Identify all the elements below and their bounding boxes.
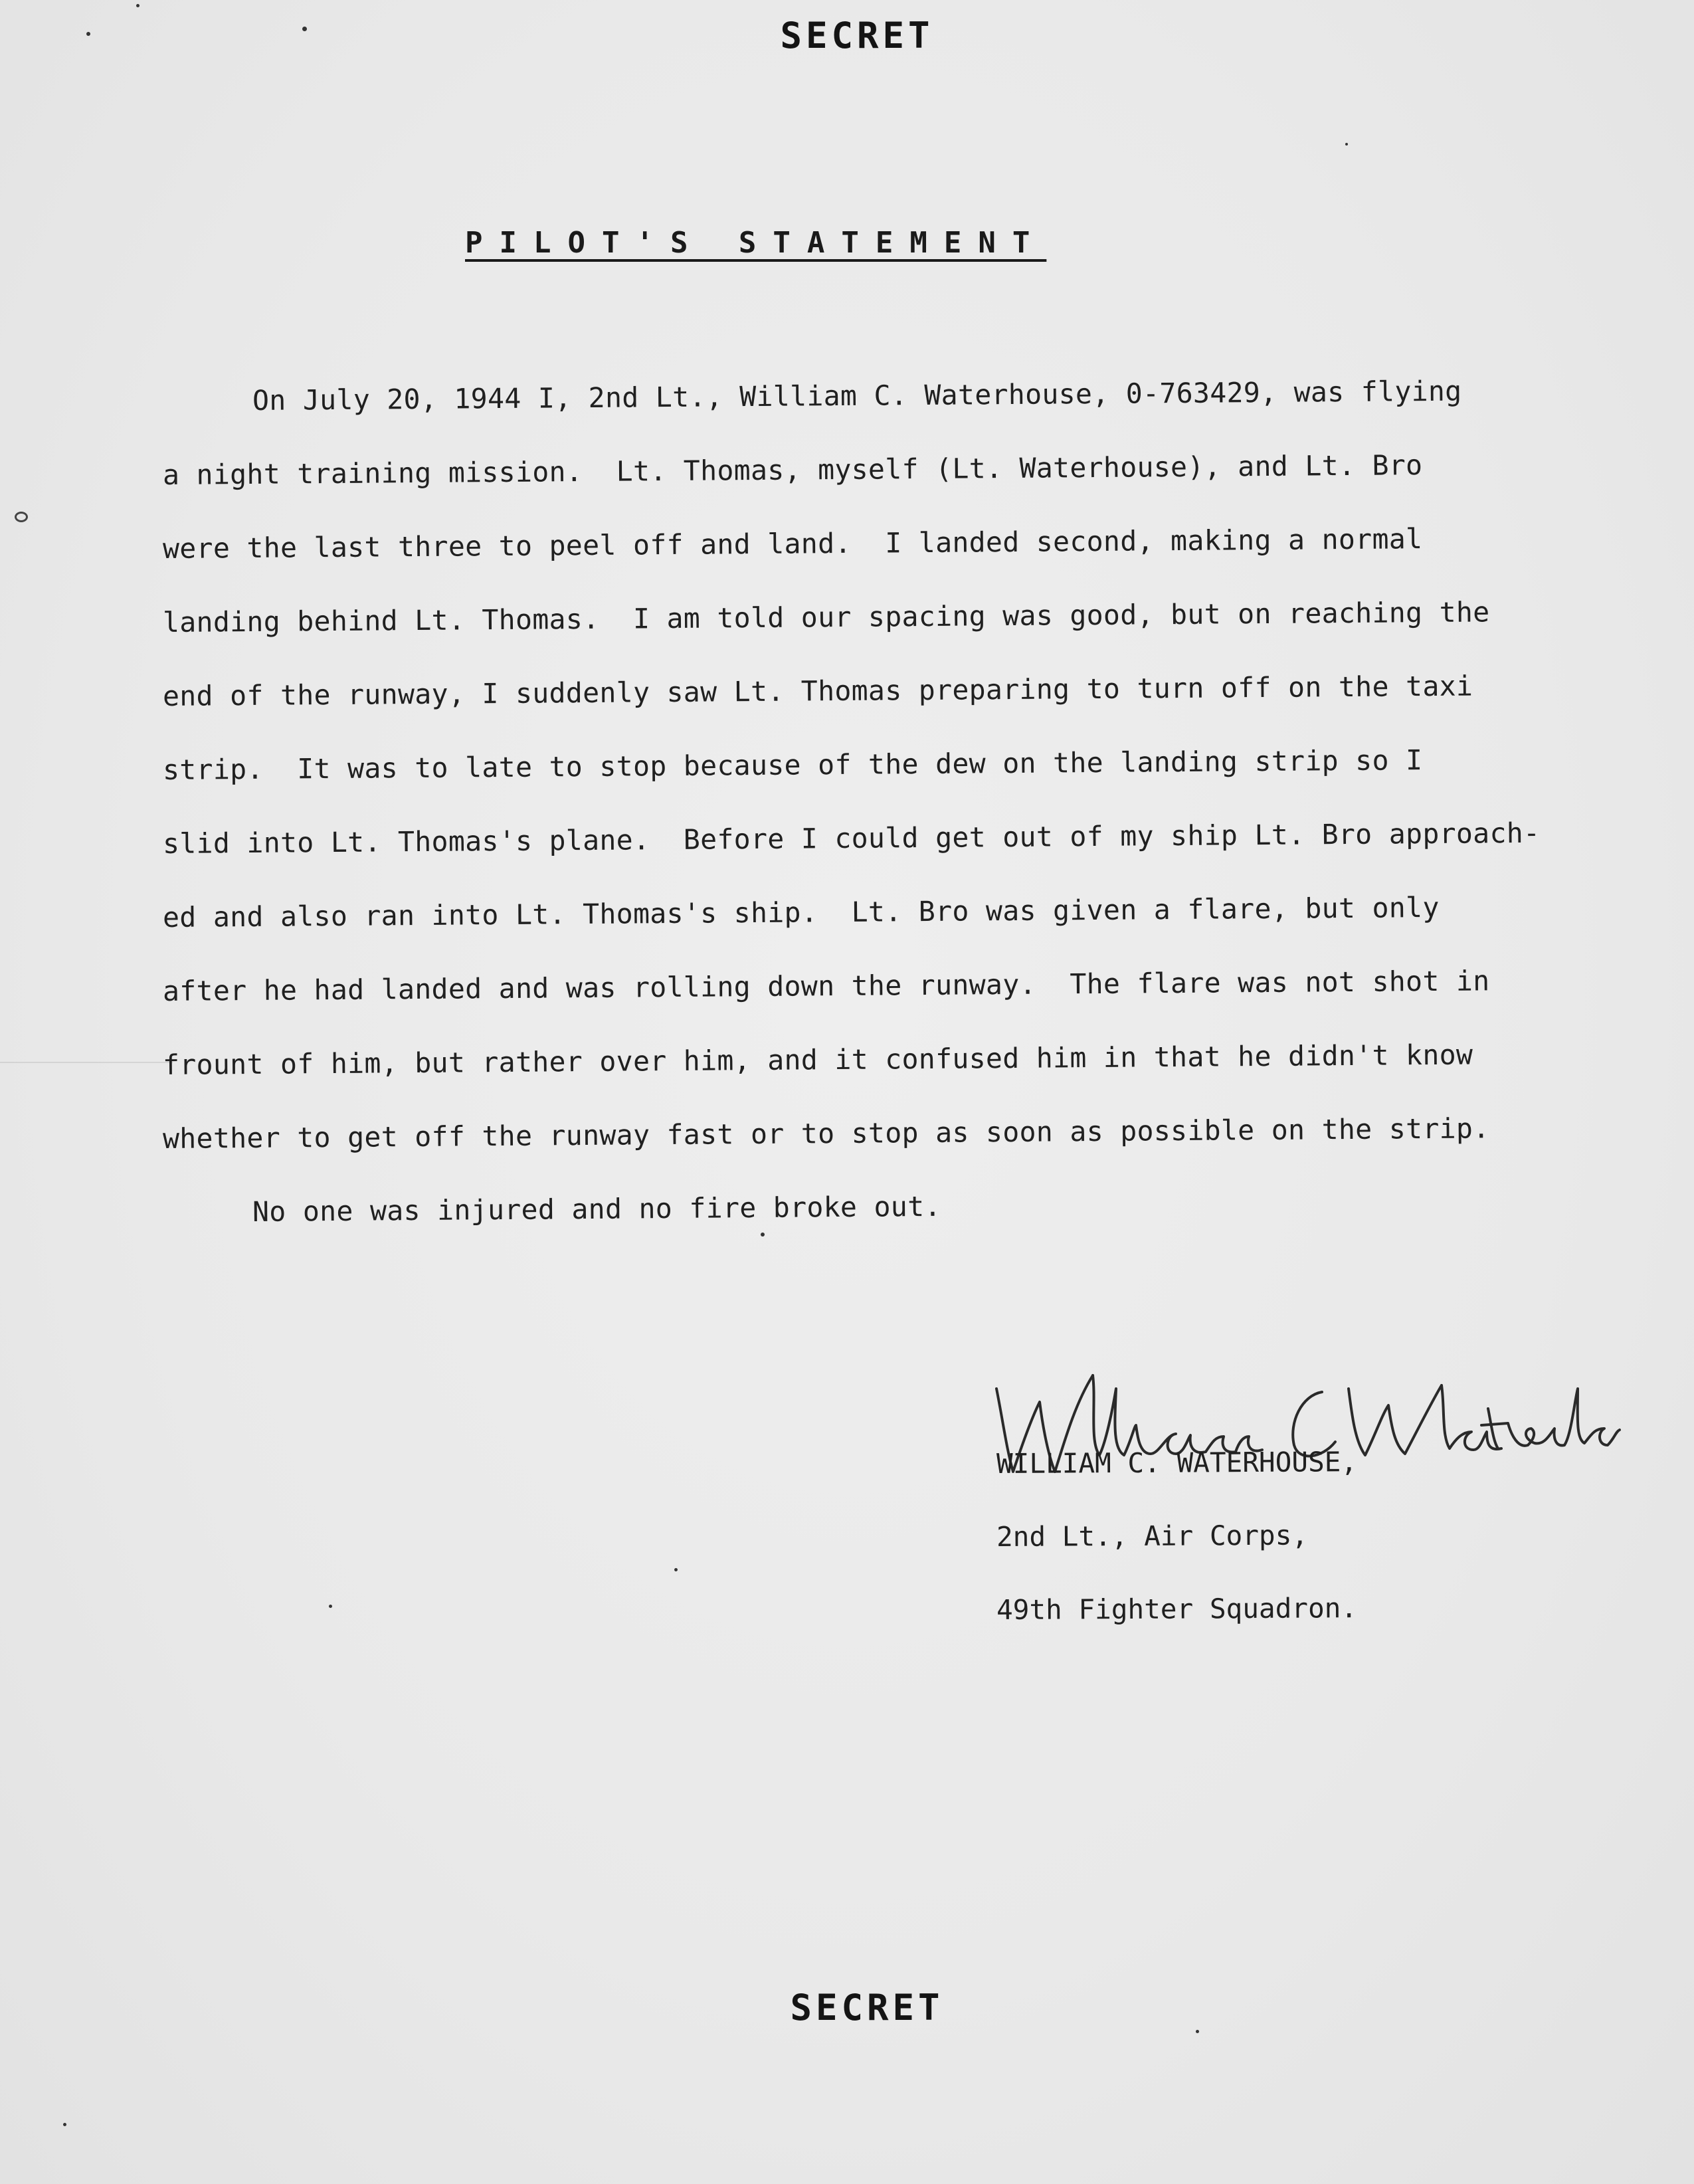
body-line: a night training mission. Lt. Thomas, myself (Lt. Waterhouse), and Lt. Bro (162, 448, 1423, 491)
body-line: slid into Lt. Thomas's plane. Before I could get out of my ship Lt. Bro approach- (162, 816, 1541, 860)
signatory-name: WILLIAM C. WATERHOUSE, (996, 1446, 1358, 1480)
body-line: On July 20, 1944 I, 2nd Lt., William C. Waterhouse, 0-763429, was flying (252, 374, 1462, 417)
statement-body (163, 364, 1664, 1249)
speck (15, 512, 28, 522)
body-line: end of the runway, I suddenly saw Lt. Thomas preparing to turn off on the taxi (162, 669, 1473, 712)
body-line: frount of him, but rather over him, and it confused him in that he didn't know (162, 1038, 1473, 1081)
signatory-unit: 49th Fighter Squadron. (996, 1592, 1358, 1626)
body-line: strip. It was to late to stop because of the dew on the landing strip so I (162, 744, 1423, 786)
speck (63, 2123, 66, 2126)
document-title: PILOT'S STATEMENT (465, 226, 1047, 260)
signatory-rank: 2nd Lt., Air Corps, (996, 1519, 1309, 1553)
scan-artifact-line (0, 1062, 173, 1063)
speck (1345, 143, 1348, 146)
speck (1196, 2030, 1199, 2033)
body-line: landing behind Lt. Thomas. I am told our spacing was good, but on reaching the (162, 595, 1490, 639)
classification-marking-top: SECRET (780, 15, 934, 56)
body-line: whether to get off the runway fast or to stop as soon as possible on the strip. (162, 1112, 1490, 1155)
classification-marking-bottom: SECRET (790, 1987, 944, 2029)
body-line: ed and also ran into Lt. Thomas's ship. Lt. Bro was given a flare, but only (162, 890, 1440, 934)
speck (136, 4, 140, 7)
body-line: were the last three to peel off and land. I landed second, making a normal (162, 522, 1423, 565)
signature-block (996, 1427, 1357, 1646)
body-line: after he had landed and was rolling down the runway. The flare was not shot in (162, 964, 1490, 1007)
speck (674, 1568, 678, 1571)
body-line: No one was injured and no fire broke out. (252, 1189, 941, 1228)
speck (329, 1605, 332, 1608)
